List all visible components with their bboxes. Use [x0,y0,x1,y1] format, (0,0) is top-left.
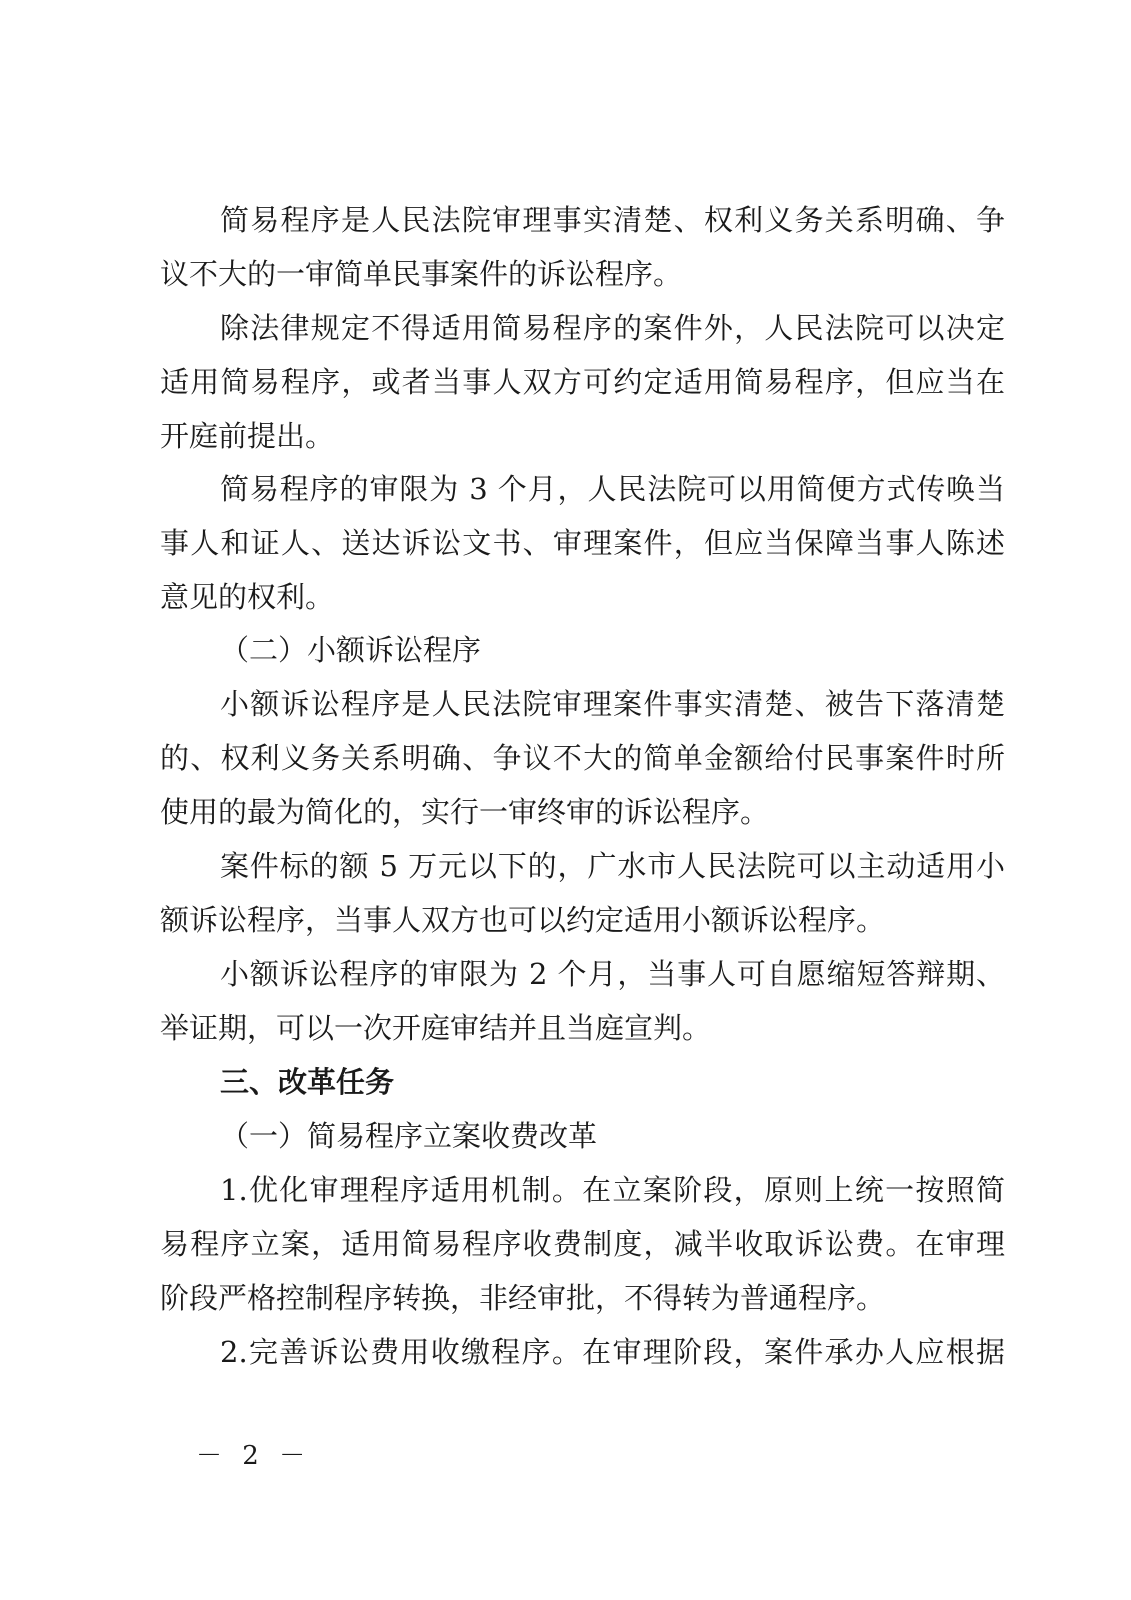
paragraph-line: 举证期，可以一次开庭审结并且当庭宣判。 [160,1011,712,1045]
paragraph-line: 小额诉讼程序的审限为 2 个月，当事人可自愿缩短答辩期、 [220,957,1005,991]
paragraph-line: 意见的权利。 [160,580,335,614]
paragraph-line: 1.优化审理程序适用机制。在立案阶段，原则上统一按照简 [220,1173,1005,1207]
paragraph-line: 2.完善诉讼费用收缴程序。在审理阶段，案件承办人应根据 [220,1335,1005,1369]
paragraph-line: 的、权利义务关系明确、争议不大的简单金额给付民事案件时所 [160,741,1005,775]
section-heading: 三、改革任务 [220,1065,395,1099]
page-number: － 2 － [196,1441,312,1471]
paragraph-line: 议不大的一审简单民事案件的诉讼程序。 [160,257,683,291]
paragraph-line: 开庭前提出。 [160,419,335,453]
paragraph-line: 除法律规定不得适用简易程序的案件外，人民法院可以决定 [220,311,1005,345]
paragraph-line: 使用的最为简化的，实行一审终审的诉讼程序。 [160,795,770,829]
section-subheading: （一）简易程序立案收费改革 [220,1119,598,1153]
paragraph-line: 额诉讼程序，当事人双方也可以约定适用小额诉讼程序。 [160,903,886,937]
paragraph-line: 案件标的额 5 万元以下的，广水市人民法院可以主动适用小 [220,849,1005,883]
paragraph-line: 适用简易程序，或者当事人双方可约定适用简易程序，但应当在 [160,365,1005,399]
paragraph-line: 小额诉讼程序是人民法院审理案件事实清楚、被告下落清楚 [220,687,1005,721]
paragraph-line: 简易程序是人民法院审理事实清楚、权利义务关系明确、争 [220,203,1005,237]
paragraph-line: 事人和证人、送达诉讼文书、审理案件，但应当保障当事人陈述 [160,526,1005,560]
section-subheading: （二）小额诉讼程序 [220,633,482,667]
paragraph-line: 易程序立案，适用简易程序收费制度，减半收取诉讼费。在审理 [160,1227,1005,1261]
paragraph-line: 简易程序的审限为 3 个月，人民法院可以用简便方式传唤当 [220,472,1005,506]
paragraph-line: 阶段严格控制程序转换，非经审批，不得转为普通程序。 [160,1281,886,1315]
